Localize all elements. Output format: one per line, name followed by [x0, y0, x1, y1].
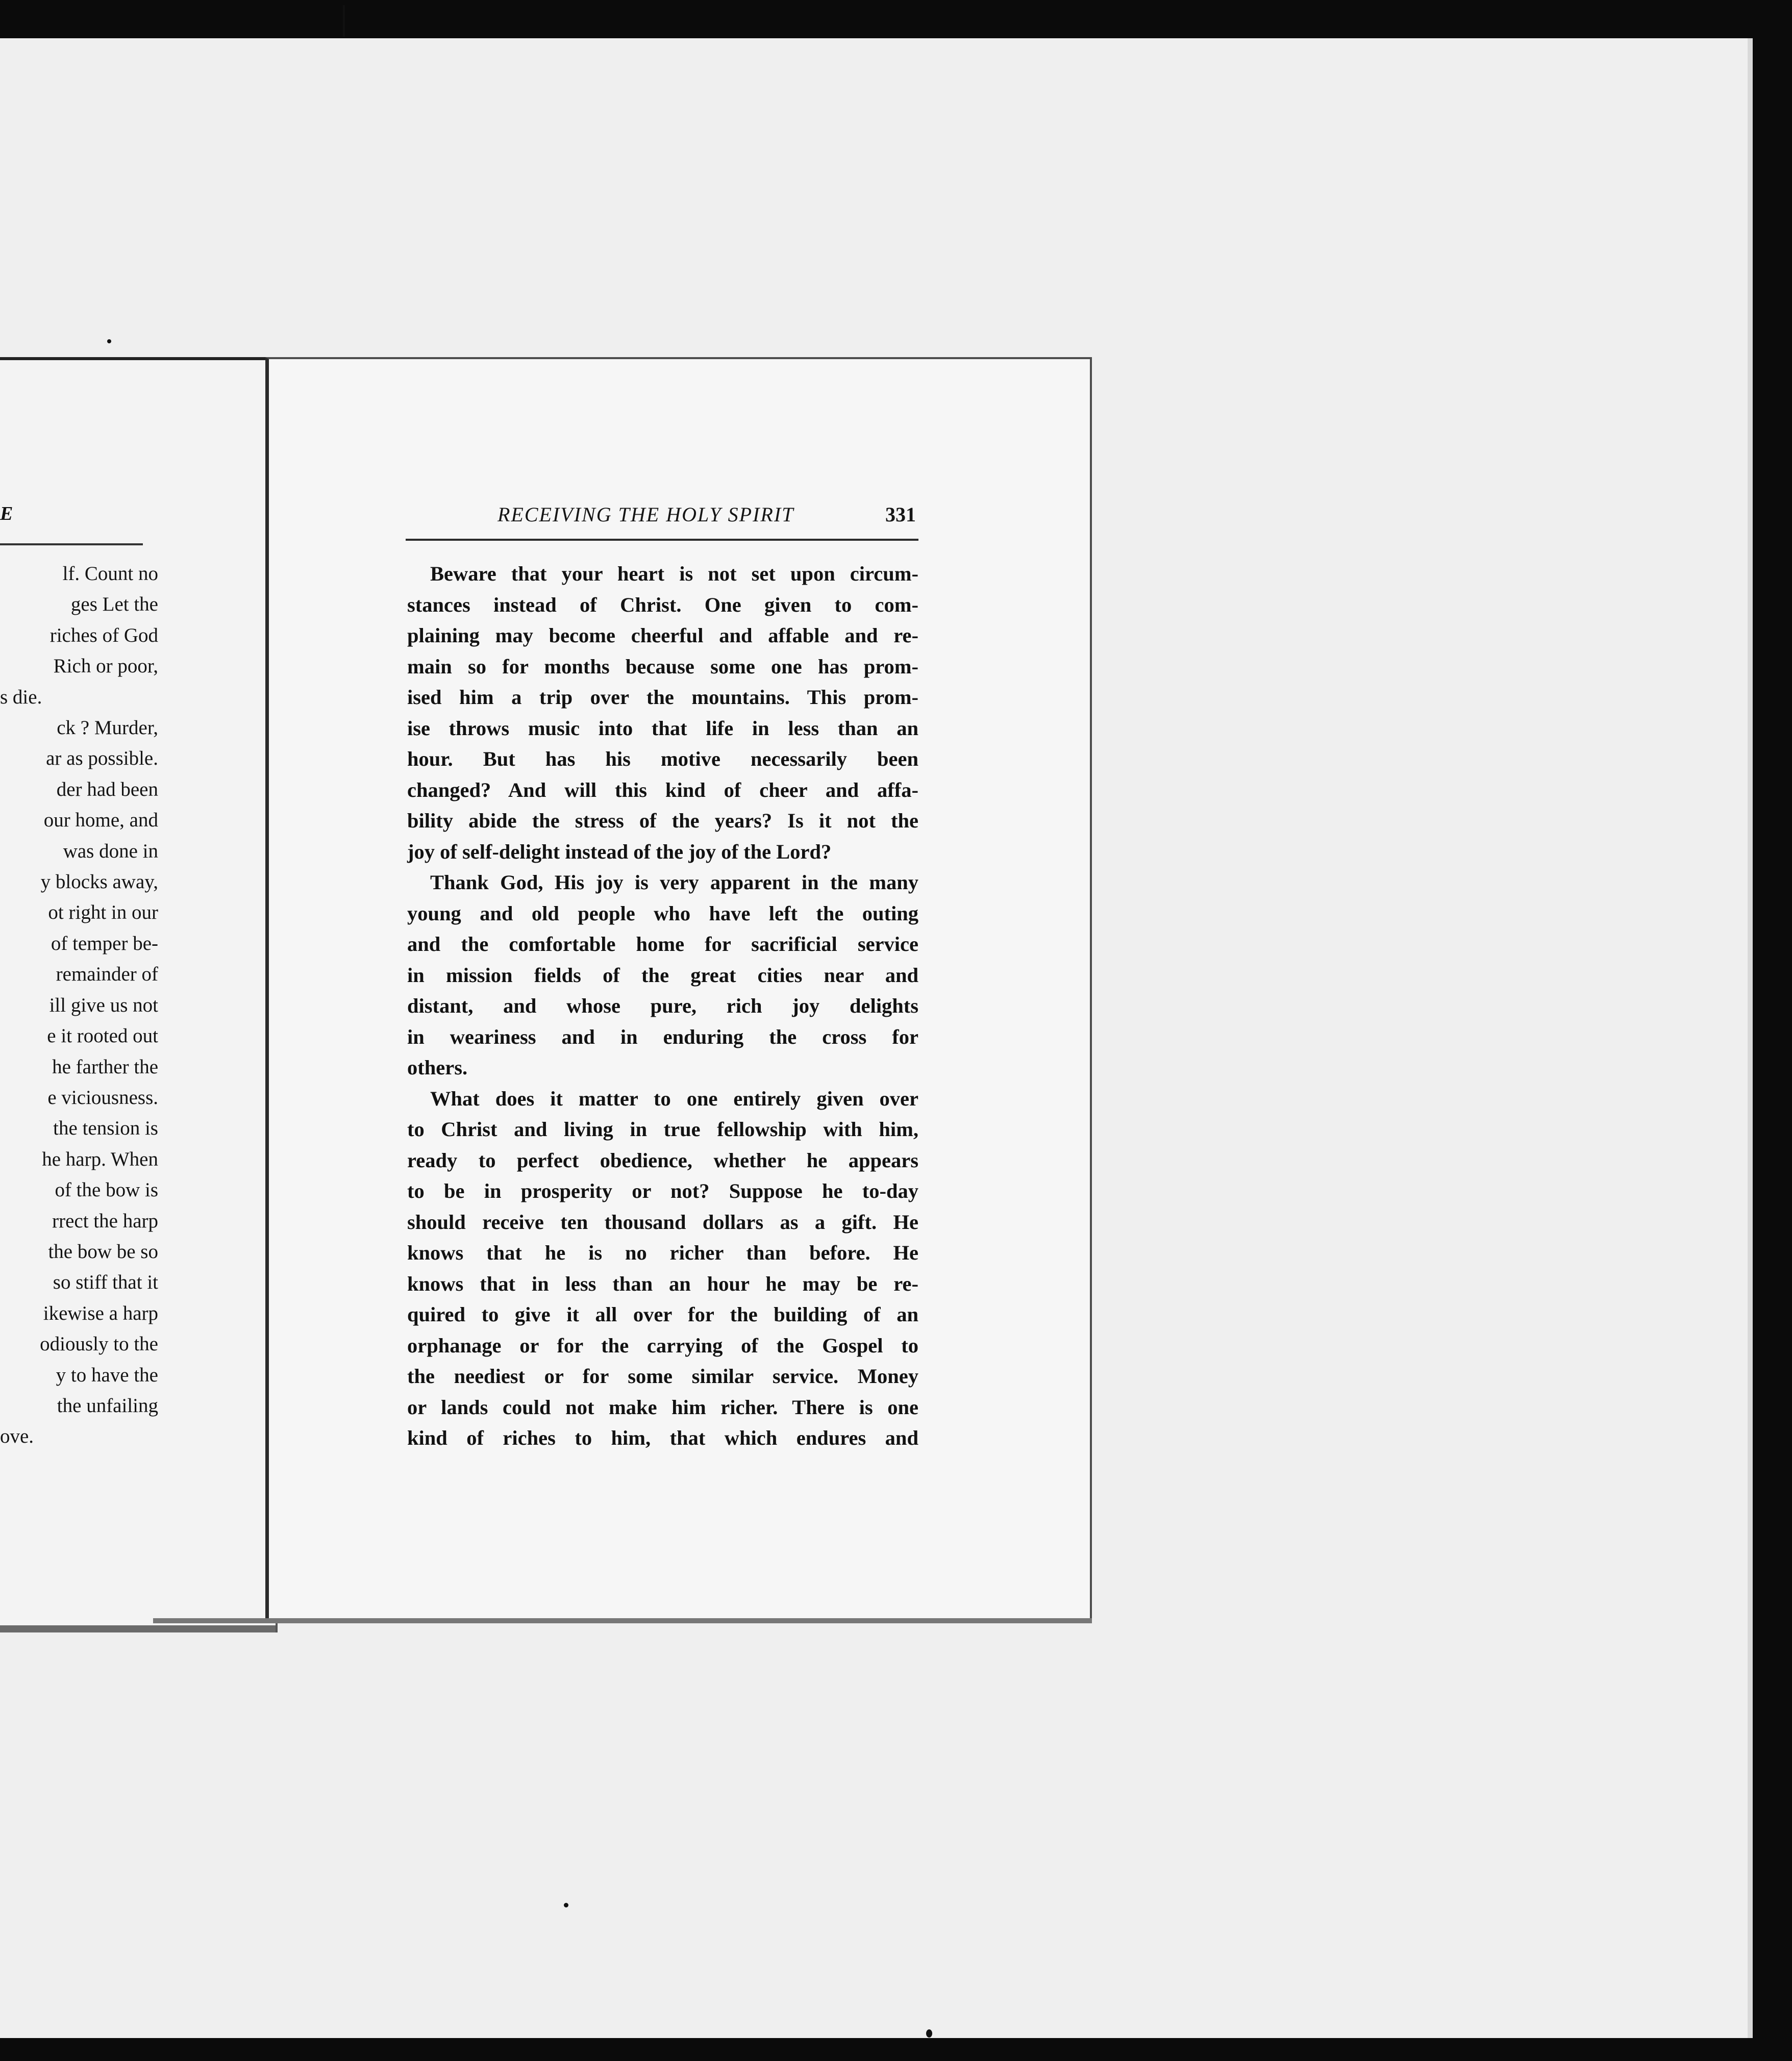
running-head-rule [406, 539, 918, 541]
text-line: knows that he is no richer than before. He [407, 1241, 918, 1264]
facing-page-line: he farther the [52, 1055, 158, 1078]
facing-page-line: ot right in our [48, 901, 158, 924]
facing-page-line: ikewise a harp [43, 1302, 158, 1324]
facing-page-line: rrect the harp [52, 1210, 158, 1232]
page-edge-bottom [153, 1618, 1092, 1623]
text-line: bility abide the stress of the years? Is it not the [407, 809, 918, 832]
text-line: and the comfortable home for sacrificial service [407, 933, 918, 956]
text-line: Beware that your heart is not set upon circum- [430, 562, 918, 585]
facing-page-line: ck ? Murder, [57, 717, 158, 739]
text-line: distant, and whose pure, rich joy delights [407, 994, 918, 1017]
text-line: orphanage or for the carrying of the Gospel to [407, 1334, 918, 1357]
text-line: kind of riches to him, that which endures and [407, 1426, 918, 1449]
facing-page [0, 357, 278, 1632]
text-line: ise throws music into that life in less than an [407, 716, 918, 740]
facing-page-line: riches of God [49, 624, 158, 646]
facing-page-line: the unfailing [57, 1394, 158, 1417]
facing-page-line: of temper be- [51, 932, 158, 954]
page-edge-bottom [0, 1625, 276, 1632]
text-line: to be in prosperity or not? Suppose he to-day [407, 1179, 918, 1202]
facing-page-line: he harp. When [42, 1148, 158, 1170]
facing-page-line: ill give us not [49, 994, 158, 1016]
text-line: plaining may become cheerful and affable and re- [407, 624, 918, 647]
page-number: 331 [885, 503, 916, 526]
facing-page-line: Rich or poor, [53, 655, 158, 677]
facing-page-line: the tension is [53, 1117, 158, 1140]
scan-speck [926, 2029, 932, 2038]
running-head-title: RECEIVING THE HOLY SPIRIT [497, 503, 794, 526]
facing-page-line: der had been [56, 778, 158, 800]
text-line: Thank God, His joy is very apparent in the many [430, 871, 918, 894]
text-line: in mission fields of the great cities near and [407, 963, 918, 987]
facing-page-line: of the bow is [55, 1179, 158, 1201]
facing-page-line: our home, and [43, 809, 158, 832]
text-line: What does it matter to one entirely given over [430, 1087, 918, 1110]
facing-page-line: remainder of [56, 963, 158, 986]
facing-page-line: y to have the [56, 1364, 158, 1386]
text-line: in weariness and in enduring the cross for [407, 1025, 918, 1048]
text-line: knows that in less than an hour he may be re- [407, 1272, 918, 1295]
facing-page-line: y blocks away, [40, 871, 158, 893]
facing-page-line: s die. [0, 686, 42, 708]
text-line: ready to perfect obedience, whether he appears [407, 1148, 918, 1172]
text-line: young and old people who have left the outing [407, 901, 918, 925]
facing-page-line: odiously to the [40, 1333, 158, 1355]
facing-page-line: ove. [0, 1425, 34, 1448]
facing-page-line: e viciousness. [47, 1086, 158, 1109]
scan-speck [107, 339, 111, 343]
text-line: hour. But has his motive necessarily been [407, 747, 918, 770]
facing-page-line: ar as possible. [46, 747, 158, 770]
text-line: the neediest or for some similar service. Money [407, 1365, 918, 1388]
facing-page-line: ges Let the [70, 593, 158, 616]
text-line: to Christ and living in true fellowship with him, [407, 1118, 918, 1141]
running-head [406, 502, 918, 528]
scan-speck [343, 5, 345, 37]
facing-page-line: lf. Count no [62, 563, 158, 585]
page-edge-top [0, 357, 276, 360]
facing-page-head-rule [0, 543, 143, 545]
text-line: quired to give it all over for the building of an [407, 1303, 918, 1326]
text-line: ised him a trip over the mountains. This prom- [407, 686, 918, 709]
text-line: stances instead of Christ. One given to com- [407, 593, 918, 616]
facing-page-line: so stiff that it [53, 1271, 158, 1294]
facing-page-line: was done in [63, 840, 158, 862]
text-line: changed? And will this kind of cheer and affa- [407, 778, 918, 801]
page-body-text [407, 559, 918, 1454]
text-line: others. [407, 1056, 468, 1079]
text-line: or lands could not make him richer. There is one [407, 1395, 918, 1419]
facing-page-line: the bow be so [48, 1240, 158, 1263]
facing-page-text [0, 559, 158, 1452]
facing-page-running-head: E [0, 503, 13, 524]
text-line: should receive ten thousand dollars as a gift. He [407, 1210, 918, 1234]
text-line: joy of self-delight instead of the joy of the Lord? [407, 840, 832, 863]
text-line: main so for months because some one has prom- [407, 655, 918, 678]
facing-page-line: e it rooted out [47, 1025, 158, 1047]
scan-speck [564, 1903, 568, 1907]
